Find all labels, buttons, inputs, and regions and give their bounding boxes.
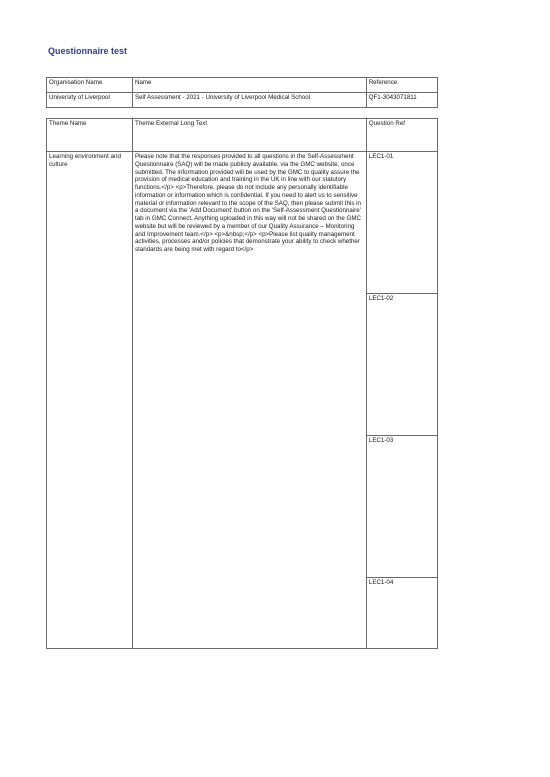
cell-theme-text: Please note that the responses provided to all questions in the Self-Assessment Questionnaire (SAQ) will be made publicly available, via the GMC website, once submitted. The information provided will be used by the GMC to quality assure the provision of medical education and training in the UK in line with our statutory functions.</p> <p>Therefore, please do not include any personally identifiable information or information which is confidential. If you need to alert us to sensitive material or information relevant to the scope of the SAQ, then please submit this in a document via the 'Add Document' button on the 'Self-Assessment Questionnaire' tab in GMC Connect. Anything uploaded in this way will not be shared on the GMC website but will be reviewed by a member of our Quality Assurance – Monitoring and Improvement team.</p> <p>&nbsp;</p> <p>Please list quality management activities, processes and/or policies that demonstrate your ability to check whether standards are being met with regard to</p> [132, 152, 366, 649]
cell-organisation-name: University of Liverpool [47, 93, 133, 108]
theme-table [46, 118, 438, 649]
cell-question-ref: LEC1-01 [366, 152, 437, 294]
cell-name: Self Assessment - 2021 - University of Liverpool Medical School [132, 93, 366, 108]
header-organisation-name: Organisation Name [47, 78, 133, 93]
cell-reference: QF1-3043071811 [366, 93, 437, 108]
header-question-ref: Question Ref [366, 119, 437, 152]
info-header-row [47, 78, 438, 93]
cell-question-ref: LEC1-04 [366, 578, 437, 649]
table-row [47, 152, 438, 294]
cell-question-ref: LEC1-03 [366, 436, 437, 578]
page-title: Questionnaire test [48, 46, 128, 56]
header-theme-text: Theme External Long Text [132, 119, 366, 152]
cell-question-ref: LEC1-02 [366, 294, 437, 436]
cell-theme-name: Learning environment and culture [47, 152, 133, 649]
info-table [46, 77, 438, 108]
header-theme-name: Theme Name [47, 119, 133, 152]
theme-header-row [47, 119, 438, 152]
header-reference: Reference [366, 78, 437, 93]
header-name: Name [132, 78, 366, 93]
info-data-row [47, 93, 438, 108]
